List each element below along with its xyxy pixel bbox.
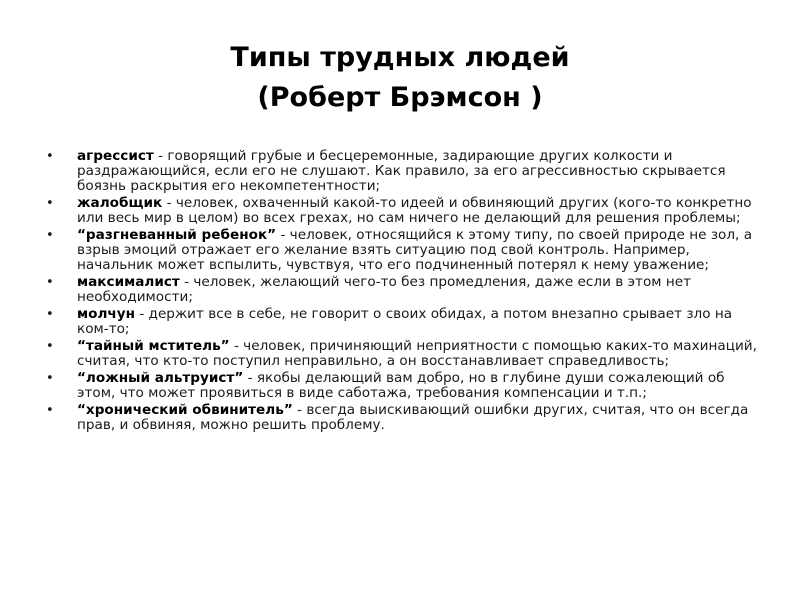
list-item-term: агрессист [77, 148, 154, 164]
bullet-icon: • [46, 339, 54, 354]
bullet-icon: • [46, 403, 54, 418]
list-item-term: “разгневанный ребенок” [77, 227, 277, 243]
list-item-description: - якобы делающий вам добро, но в глубине души сожалеющий об этом, что может проявиться в виде саботажа, требования компенсации и т.п.; [77, 370, 725, 401]
list-item-silent [46, 307, 758, 337]
slide-title-line-2: (Роберт Брэмсон ) [257, 82, 543, 113]
list-item-term: жалобщик [77, 195, 163, 211]
bullet-icon: • [46, 149, 54, 164]
slide-title [0, 38, 800, 118]
bullet-icon: • [46, 196, 54, 211]
bullet-icon: • [46, 275, 54, 290]
list-item-term: “ложный альтруист” [77, 370, 244, 386]
list-item-description: - держит все в себе, не говорит о своих обидах, а потом внезапно срывает зло на ком-то; [77, 306, 733, 337]
list-item-description: - человек, причиняющий неприятности с помощью каких-то махинаций, считая, что кто-то поступил неправильно, а он восстанавливает справедливость; [77, 338, 757, 369]
list-item-description: - говорящий грубые и бесцеремонные, задирающие других колкости и раздражающийся, если его не слушают. Как правило, за его агрессивностью скрывается боязнь раскрытия его некомпетентности; [77, 148, 726, 194]
list-item-term: “тайный мститель” [77, 338, 230, 354]
list-item-chronic-accuser [46, 403, 758, 433]
list-item-description: - человек, желающий чего-то без промедления, даже если в этом нет необходимости; [77, 274, 692, 305]
bullet-icon: • [46, 371, 54, 386]
slide-title-line-1: Типы трудных людей [230, 42, 570, 73]
bullet-list [46, 149, 758, 435]
list-item-term: максималист [77, 274, 180, 290]
bullet-icon: • [46, 307, 54, 322]
list-item-description: - человек, относящийся к этому типу, по своей природе не зол, а взрыв эмоций отражает его желание взять ситуацию под свой контроль. Например, начальник может вспылить, чувствуя, что его подчиненный потерял к нему уважение; [77, 227, 753, 273]
list-item-term: молчун [77, 306, 135, 322]
list-item-false-altruist [46, 371, 758, 401]
list-item-term: “хронический обвинитель” [77, 402, 293, 418]
list-item-aggressor [46, 149, 758, 194]
list-item-description: - всегда выискивающий ошибки других, считая, что он всегда прав, и обвиняя, можно решить проблему. [77, 402, 749, 433]
bullet-icon: • [46, 228, 54, 243]
list-item-maximalist [46, 275, 758, 305]
list-item-secret-avenger [46, 339, 758, 369]
list-item-description: - человек, охваченный какой-то идеей и обвиняющий других (кого-то конкретно или весь мир в целом) во всех грехах, но сам ничего не делающий для решения проблемы; [77, 195, 752, 226]
list-item-complainer [46, 196, 758, 226]
list-item-angry-child [46, 228, 758, 273]
